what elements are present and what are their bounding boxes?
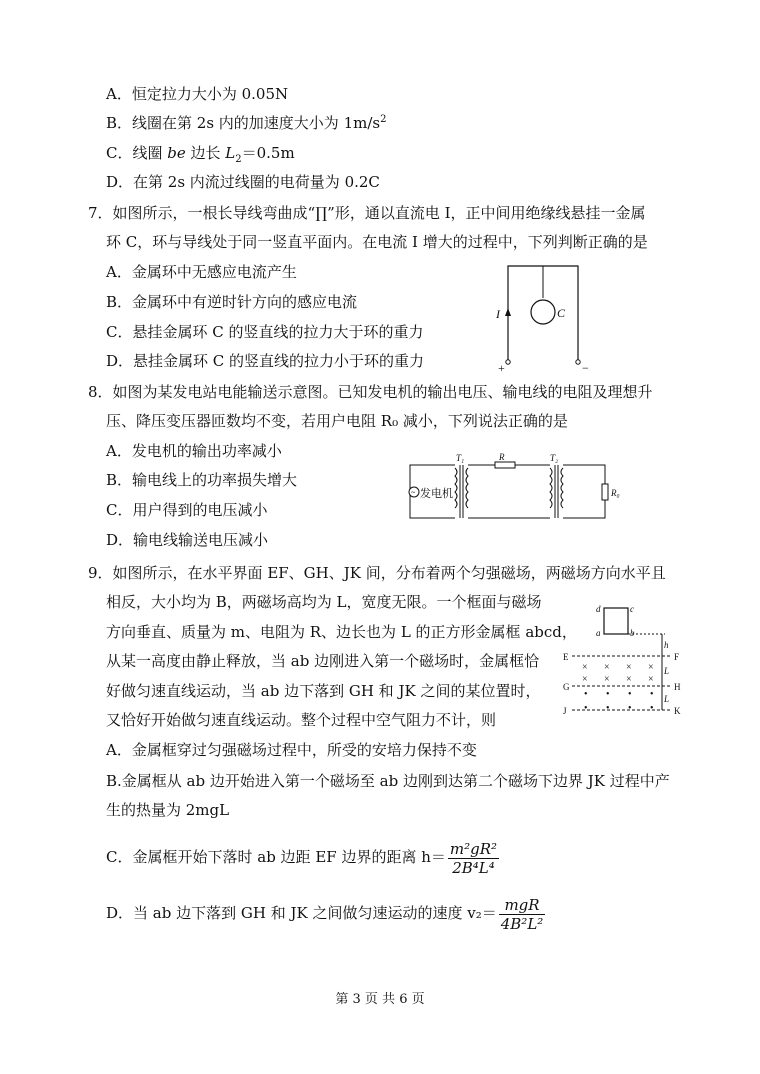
svg-text:J: J [563, 706, 567, 716]
svg-text:G: G [563, 682, 570, 692]
q9-option-a: A．金属框穿过匀强磁场过程中，所受的安培力保持不变 [106, 741, 477, 759]
svg-text:c: c [630, 604, 634, 614]
q8-option-b: B．输电线上的功率损失增大 [106, 471, 298, 489]
q7-stem-line2: 环 C，环与导线处于同一竖直平面内。在电流 I 增大的过程中，下列判断正确的是 [106, 233, 648, 251]
page-footer: 第 3 页 共 6 页 [335, 992, 425, 1007]
q8-label-t1: T₁ [456, 453, 465, 463]
q8-label-r0: R₀ [611, 488, 620, 498]
svg-text:×: × [648, 674, 654, 685]
q7-label-plus: + [498, 361, 505, 375]
svg-text:×: × [626, 662, 632, 673]
q6-option-d: D．在第 2s 内流过线圈的电荷量为 0.2C [106, 173, 380, 191]
q8-option-a: A．发电机的输出功率减小 [106, 442, 282, 460]
q9-stem-line6: 又恰好开始做匀速直线运动。整个过程中空气阻力不计，则 [106, 711, 497, 729]
svg-text:×: × [582, 662, 588, 673]
svg-text:L: L [664, 694, 670, 704]
q8-label-t2: T₂ [550, 453, 559, 463]
q9-c-fraction: $\frac{\text{m²gR²}}{\text{2B⁴L⁴}}$ [449, 839, 498, 877]
q7-stem-line1: 7．如图所示，一根长导线弯曲成“∏”形，通以直流电 I，正中间用绝缘线悬挂一金属 [88, 204, 646, 222]
q8-option-c: C．用户得到的电压减小 [106, 501, 268, 519]
svg-text:•: • [628, 703, 632, 714]
q9-d-fraction: $\frac{\text{mgR}}{\text{4B²L²}}$ [500, 895, 544, 933]
svg-text:a: a [596, 628, 601, 638]
q7-figure [490, 260, 610, 375]
q9-option-b-line1: B.金属框从 ab 边开始进入第一个磁场至 ab 边刚到达第二个磁场下边界 JK 过程中产 [106, 772, 670, 790]
svg-text:•: • [650, 703, 654, 714]
q7-option-c: C．悬挂金属环 C 的竖直线的拉力大于环的重力 [106, 323, 424, 341]
svg-text:•: • [584, 703, 588, 714]
svg-text:H: H [674, 682, 681, 692]
q6-option-b: B．线圈在第 2s 内的加速度大小为 $1m/s^2$ [106, 114, 387, 132]
svg-text:d: d [596, 604, 601, 614]
svg-text:h: h [664, 640, 669, 650]
svg-text:b: b [630, 628, 635, 638]
svg-text:•: • [606, 703, 610, 714]
q9-figure [560, 600, 690, 720]
q8-stem-line2: 压、降压变压器匝数均不变，若用户电阻 R₀ 减小，下列说法正确的是 [106, 412, 568, 430]
q9-stem-line1: 9．如图所示，在水平界面 EF、GH、JK 间，分布着两个匀强磁场，两磁场方向水平且 [88, 564, 666, 582]
svg-text:•: • [628, 689, 632, 700]
svg-text:E: E [563, 652, 569, 662]
q7-option-a: A．金属环中无感应电流产生 [106, 263, 297, 281]
q9-option-b-line2: 生的热量为 2mgL [106, 801, 230, 819]
q9-option-d: D．当 ab 边下落到 GH 和 JK 之间做匀速运动的速度 v₂＝ $\frac{\text{mgR}}{\text{4B²L²}}$ [106, 895, 544, 933]
q6-option-c: C．线圈 be 边长 $L_2=0.5m$ [106, 144, 295, 165]
svg-text:×: × [626, 674, 632, 685]
q7-label-i: I [496, 307, 500, 321]
q9-stem-line3: 方向垂直、质量为 m、电阻为 R、边长也为 L 的正方形金属框 abcd， [106, 623, 577, 641]
q7-label-minus: − [582, 361, 589, 375]
q6-option-a: A．恒定拉力大小为 0.05N [106, 85, 289, 103]
q8-figure [400, 450, 630, 525]
svg-text:×: × [604, 662, 610, 673]
q8-stem-line1: 8．如图为某发电站电能输送示意图。已知发电机的输出电压、输电线的电阻及理想升 [88, 383, 653, 401]
svg-text:•: • [650, 689, 654, 700]
q9-option-c: C．金属框开始下落时 ab 边距 EF 边界的距离 h＝ $\frac{\text{m²gR²}}{\text{2B⁴L⁴}}$ [106, 839, 498, 877]
q8-option-d: D．输电线输送电压减小 [106, 531, 269, 549]
svg-text:×: × [604, 674, 610, 685]
q8-label-r: R [499, 452, 505, 462]
q9-stem-line4: 从某一高度由静止释放，当 ab 边刚进入第一个磁场时，金属框恰 [106, 652, 540, 670]
q7-option-d: D．悬挂金属环 C 的竖直线的拉力小于环的重力 [106, 352, 425, 370]
svg-text:L: L [664, 666, 670, 676]
svg-text:K: K [674, 706, 681, 716]
svg-text:F: F [674, 652, 680, 662]
q7-option-b: B．金属环中有逆时针方向的感应电流 [106, 293, 358, 311]
svg-text:×: × [648, 662, 654, 673]
svg-text:×: × [582, 674, 588, 685]
svg-text:~: ~ [411, 488, 416, 497]
q7-label-c: C [557, 306, 566, 320]
q9-stem-line5: 好做匀速直线运动，当 ab 边下落到 GH 和 JK 之间的某位置时， [106, 682, 541, 700]
svg-text:•: • [584, 689, 588, 700]
q8-label-generator: 发电机 [420, 488, 453, 500]
svg-text:•: • [606, 689, 610, 700]
q9-stem-line2: 相反，大小均为 B，两磁场高均为 L，宽度无限。一个框面与磁场 [106, 593, 542, 611]
